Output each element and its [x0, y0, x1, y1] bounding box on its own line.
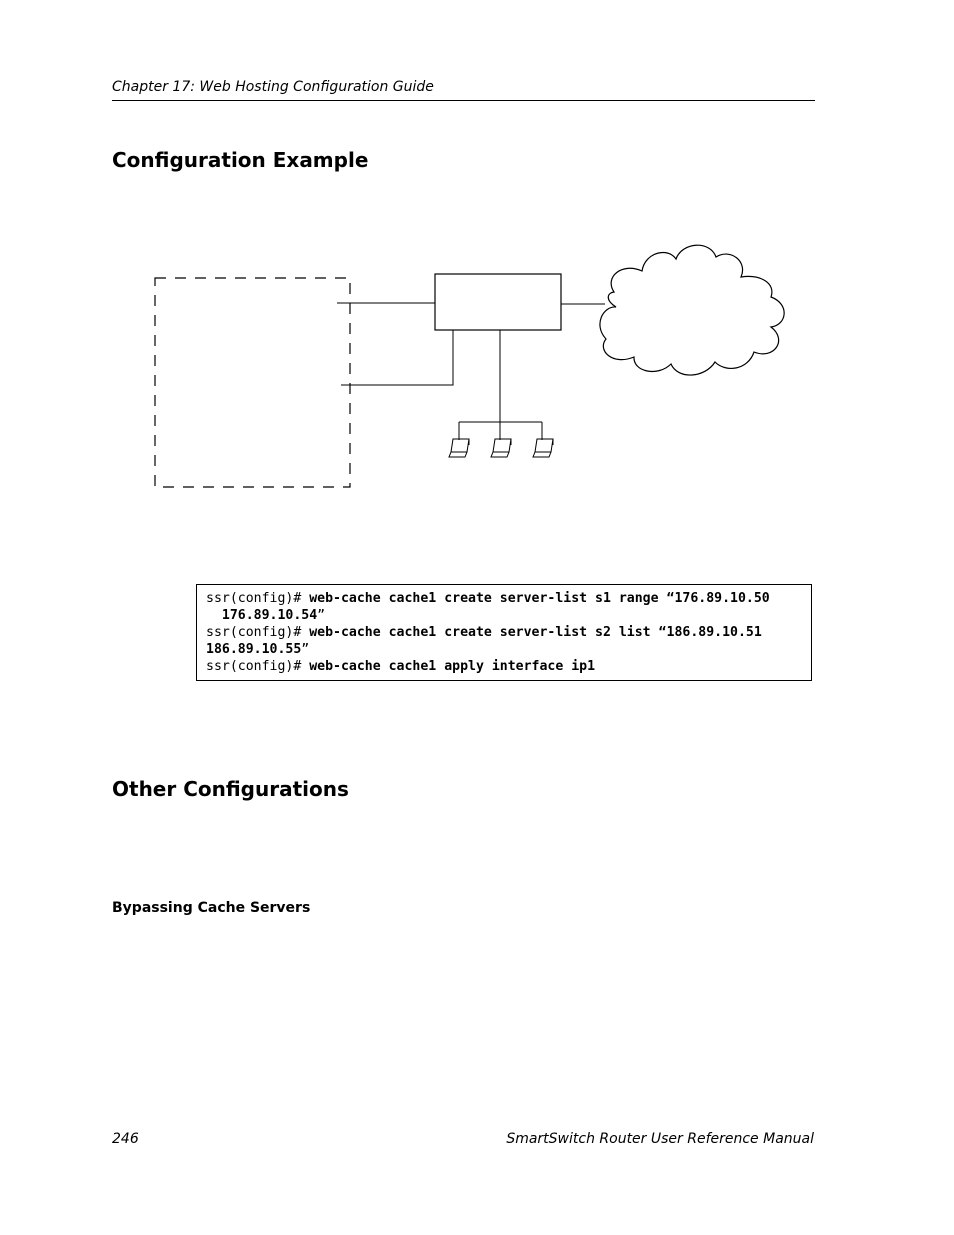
code-line: [206, 641, 811, 658]
link-lower: [341, 330, 453, 385]
code-line: [206, 607, 811, 624]
code-command: 186.89.10.55: [206, 642, 302, 657]
heading-bypassing-cache-servers: Bypassing Cache Servers: [112, 900, 311, 916]
header-rule: [112, 100, 815, 101]
cache-server-group-dashed-box: [155, 278, 350, 487]
code-prompt: ssr(config)#: [206, 591, 310, 606]
router-box: [435, 274, 561, 330]
code-line: [206, 658, 811, 675]
chapter-header: Chapter 17: Web Hosting Configuration Guide: [112, 79, 434, 95]
code-prompt: [206, 608, 222, 623]
code-line: [206, 590, 811, 607]
internet-cloud: [600, 245, 784, 375]
code-prompt: ssr(config)#: [206, 625, 310, 640]
code-command: web-cache cache1 create server-list s2 list “186.89.10.51: [309, 625, 762, 640]
client-workstation: [449, 439, 469, 457]
manual-title: SmartSwitch Router User Reference Manual: [506, 1131, 814, 1147]
heading-other-configurations: Other Configurations: [112, 777, 349, 801]
heading-configuration-example: Configuration Example: [112, 148, 369, 172]
page-number: 246: [112, 1131, 139, 1147]
network-diagram: [140, 230, 800, 500]
client-workstation: [491, 439, 511, 457]
client-workstation: [533, 439, 553, 457]
cli-code-block: [196, 584, 812, 681]
code-command: 176.89.10.54: [221, 608, 318, 623]
code-trail: ”: [317, 608, 326, 623]
code-line: [206, 624, 811, 641]
code-command: web-cache cache1 create server-list s1 range “176.89.10.50: [309, 591, 770, 606]
code-trail: ”: [301, 642, 310, 657]
code-command: web-cache cache1 apply interface ip1: [309, 659, 596, 674]
code-prompt: ssr(config)#: [206, 659, 310, 674]
